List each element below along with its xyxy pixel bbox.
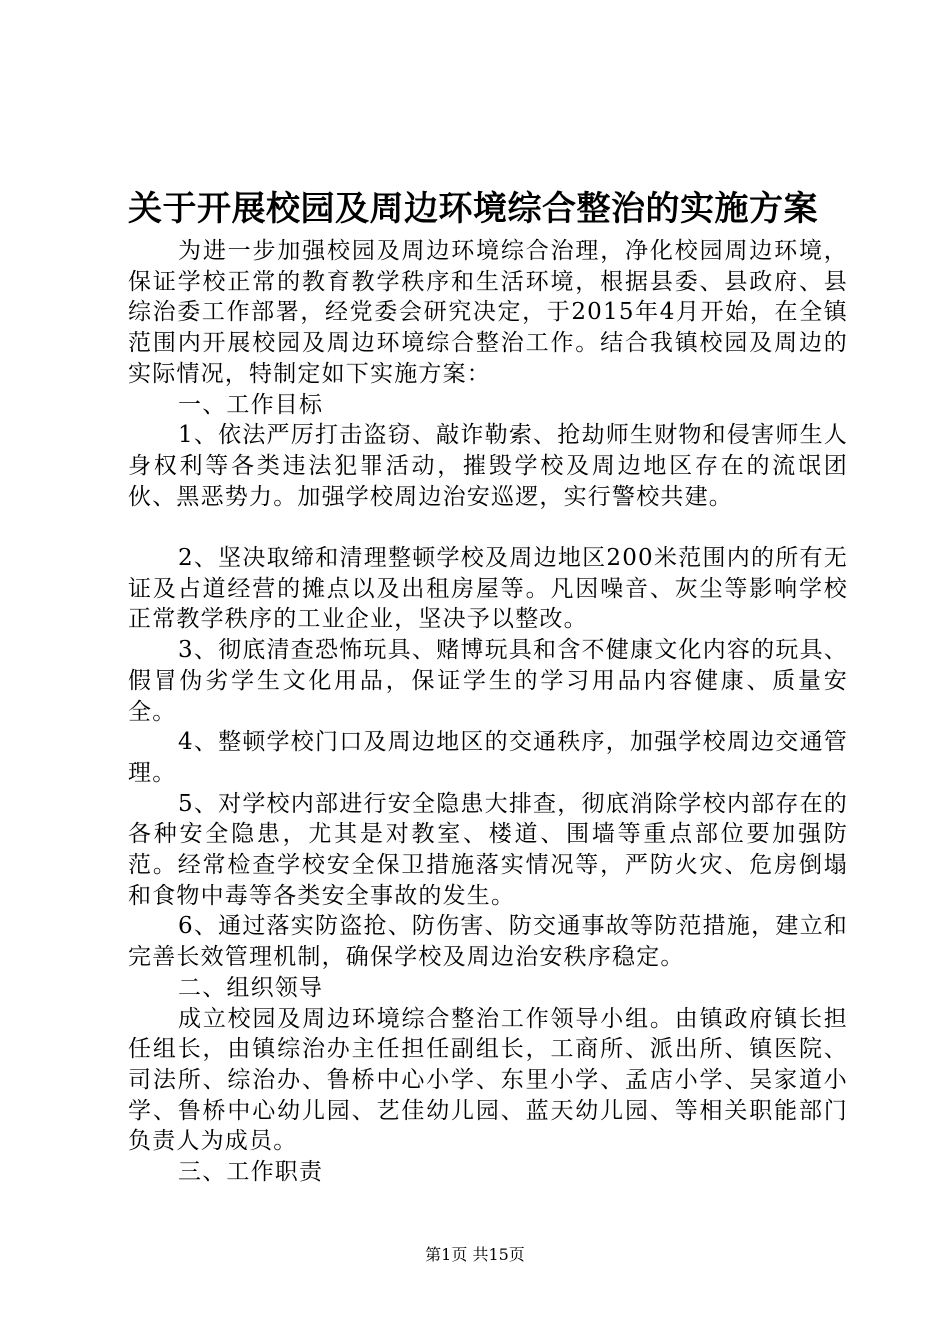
goal-paragraph-4: 4、整顿学校门口及周边地区的交通秩序，加强学校周边交通管理。 (128, 729, 848, 786)
goal-paragraph-6: 6、通过落实防盗抢、防伤害、防交通事故等防范措施，建立和完善长效管理机制，确保学校及周边治安秩序稳定。 (128, 913, 848, 971)
document-body (128, 236, 848, 1188)
intro-paragraph: 为进一步加强校园及周边环境综合治理，净化校园周边环境，保证学校正常的教育教学秩序和生活环境，根据县委、县政府、县综治委工作部署，经党委会研究决定，于2015年4月开始，在全镇范围内开展校园及周边环境综合整治工作。结合我镇校园及周边的实际情况，特制定如下实施方案： (128, 238, 848, 387)
section-heading-organization: 二、组织领导 (178, 974, 324, 1001)
organization-paragraph: 成立校园及周边环境综合整治工作领导小组。由镇政府镇长担任组长，由镇综治办主任担任副组长，工商所、派出所、镇医院、司法所、综治办、鲁桥中心小学、东里小学、孟店小学、吴家道小学、鲁桥中心幼儿园、艺佳幼儿园、蓝天幼儿园、等相关职能部门负责人为成员。 (128, 1005, 848, 1155)
section-heading-duties: 三、工作职责 (178, 1159, 324, 1186)
section-heading-goals: 一、工作目标 (178, 391, 324, 418)
goal-paragraph-5: 5、对学校内部进行安全隐患大排查，彻底消除学校内部存在的各种安全隐患，尤其是对教室、楼道、围墙等重点部位要加强防范。经常检查学校安全保卫措施落实情况等，严防火灾、危房倒塌和食物中毒等各类安全事故的发生。 (128, 790, 848, 909)
goal-paragraph-1: 1、依法严厉打击盗窃、敲诈勒索、抢劫师生财物和侵害师生人身权利等各类违法犯罪活动，摧毁学校及周边地区存在的流氓团伙、黑恶势力。加强学校周边治安巡逻，实行警校共建。 (128, 422, 848, 510)
goal-paragraph-3: 3、彻底清查恐怖玩具、赌博玩具和含不健康文化内容的玩具、假冒伪劣学生文化用品，保证学生的学习用品内容健康、质量安全。 (128, 637, 848, 725)
page-footer: 第1页 共15页 (425, 1245, 525, 1264)
goal-paragraph-2: 2、坚决取缔和清理整顿学校及周边地区200米范围内的所有无证及占道经营的摊点以及出租房屋等。凡因噪音、灰尘等影响学校正常教学秩序的工业企业，坚决予以整改。 (128, 545, 848, 633)
document-title: 关于开展校园及周边环境综合整治的实施方案 (128, 189, 818, 229)
